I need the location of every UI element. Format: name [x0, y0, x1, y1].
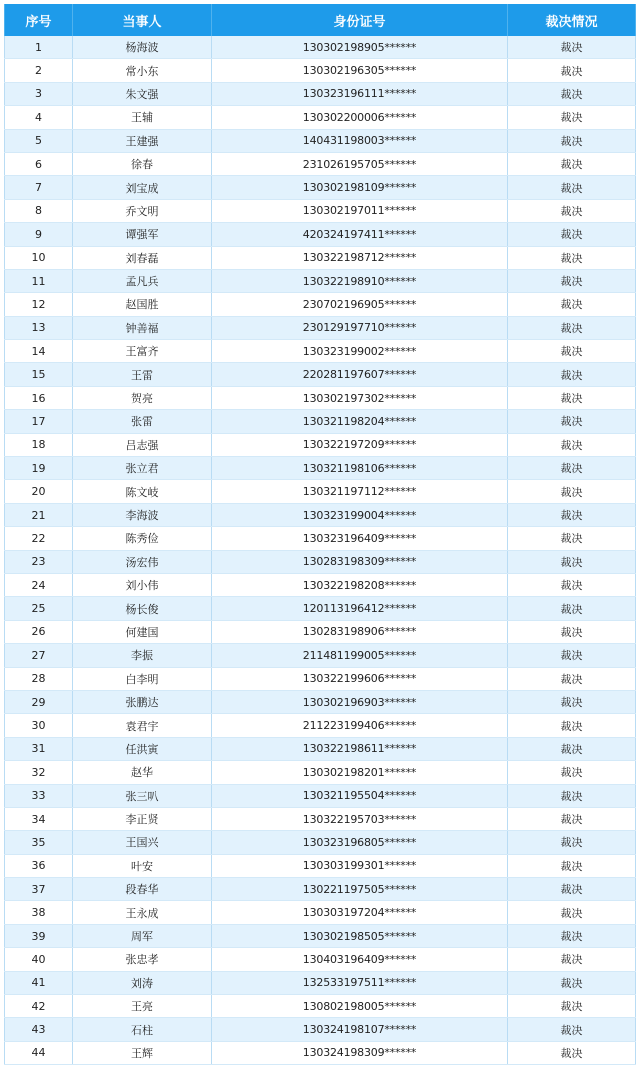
party-name-cell: 乔文明 [73, 199, 212, 222]
ruling-status-cell: 裁决 [508, 199, 636, 222]
id-number-cell: 120113196412****** [212, 597, 508, 620]
table-row [5, 316, 636, 339]
id-number-cell: 130322199606****** [212, 667, 508, 690]
ruling-status-cell: 裁决 [508, 340, 636, 363]
id-number-cell: 130802198005****** [212, 995, 508, 1018]
id-number-cell: 130283198906****** [212, 620, 508, 643]
serial-number-cell: 22 [5, 527, 73, 550]
ruling-status-cell: 裁决 [508, 176, 636, 199]
party-name-cell: 王富齐 [73, 340, 212, 363]
ruling-status-cell: 裁决 [508, 433, 636, 456]
serial-number-cell: 1 [5, 36, 73, 59]
serial-number-cell: 29 [5, 690, 73, 713]
ruling-status-cell: 裁决 [508, 269, 636, 292]
ruling-status-cell: 裁决 [508, 246, 636, 269]
party-name-cell: 何建国 [73, 620, 212, 643]
table-row [5, 644, 636, 667]
ruling-status-cell: 裁决 [508, 667, 636, 690]
id-number-cell: 130321198106****** [212, 457, 508, 480]
party-name-cell: 袁君宇 [73, 714, 212, 737]
id-number-cell: 130321198204****** [212, 410, 508, 433]
table-row [5, 386, 636, 409]
table-row [5, 480, 636, 503]
id-number-cell: 230129197710****** [212, 316, 508, 339]
ruling-table [4, 4, 636, 1065]
serial-number-cell: 21 [5, 503, 73, 526]
party-name-cell: 王永成 [73, 901, 212, 924]
serial-number-cell: 35 [5, 831, 73, 854]
ruling-status-cell: 裁决 [508, 948, 636, 971]
id-number-cell: 130321197112****** [212, 480, 508, 503]
serial-number-cell: 30 [5, 714, 73, 737]
party-name-cell: 白李明 [73, 667, 212, 690]
party-name-cell: 张鹏达 [73, 690, 212, 713]
id-number-cell: 130302200006****** [212, 106, 508, 129]
header-id-number: 身份证号 [212, 4, 508, 36]
serial-number-cell: 41 [5, 971, 73, 994]
serial-number-cell: 23 [5, 550, 73, 573]
party-name-cell: 段春华 [73, 878, 212, 901]
ruling-status-cell: 裁决 [508, 831, 636, 854]
table-row [5, 948, 636, 971]
header-party-name: 当事人 [73, 4, 212, 36]
party-name-cell: 杨长俊 [73, 597, 212, 620]
ruling-status-cell: 裁决 [508, 995, 636, 1018]
id-number-cell: 130283198309****** [212, 550, 508, 573]
serial-number-cell: 20 [5, 480, 73, 503]
ruling-status-cell: 裁决 [508, 386, 636, 409]
party-name-cell: 王国兴 [73, 831, 212, 854]
party-name-cell: 刘宝成 [73, 176, 212, 199]
id-number-cell: 130322198712****** [212, 246, 508, 269]
party-name-cell: 张立君 [73, 457, 212, 480]
id-number-cell: 130322198910****** [212, 269, 508, 292]
serial-number-cell: 34 [5, 807, 73, 830]
serial-number-cell: 40 [5, 948, 73, 971]
serial-number-cell: 33 [5, 784, 73, 807]
table-row [5, 737, 636, 760]
ruling-status-cell: 裁决 [508, 620, 636, 643]
ruling-status-cell: 裁决 [508, 106, 636, 129]
serial-number-cell: 32 [5, 761, 73, 784]
party-name-cell: 刘小伟 [73, 573, 212, 596]
serial-number-cell: 13 [5, 316, 73, 339]
table-row [5, 690, 636, 713]
serial-number-cell: 14 [5, 340, 73, 363]
id-number-cell: 130323196805****** [212, 831, 508, 854]
table-row [5, 269, 636, 292]
table-row [5, 246, 636, 269]
table-row [5, 410, 636, 433]
table-row [5, 807, 636, 830]
id-number-cell: 130302197302****** [212, 386, 508, 409]
ruling-status-cell: 裁决 [508, 573, 636, 596]
ruling-status-cell: 裁决 [508, 690, 636, 713]
table-row [5, 433, 636, 456]
serial-number-cell: 8 [5, 199, 73, 222]
id-number-cell: 132533197511****** [212, 971, 508, 994]
table-row [5, 36, 636, 59]
table-row [5, 878, 636, 901]
table-row [5, 457, 636, 480]
id-number-cell: 211481199005****** [212, 644, 508, 667]
id-number-cell: 211223199406****** [212, 714, 508, 737]
table-row [5, 831, 636, 854]
table-row [5, 714, 636, 737]
party-name-cell: 李正贤 [73, 807, 212, 830]
serial-number-cell: 19 [5, 457, 73, 480]
ruling-status-cell: 裁决 [508, 714, 636, 737]
party-name-cell: 赵国胜 [73, 293, 212, 316]
serial-number-cell: 3 [5, 82, 73, 105]
id-number-cell: 231026195705****** [212, 152, 508, 175]
id-number-cell: 230702196905****** [212, 293, 508, 316]
serial-number-cell: 36 [5, 854, 73, 877]
id-number-cell: 130403196409****** [212, 948, 508, 971]
party-name-cell: 钟善福 [73, 316, 212, 339]
ruling-status-cell: 裁决 [508, 854, 636, 877]
table-row [5, 901, 636, 924]
party-name-cell: 陈秀俭 [73, 527, 212, 550]
ruling-status-cell: 裁决 [508, 878, 636, 901]
party-name-cell: 刘春磊 [73, 246, 212, 269]
table-row [5, 761, 636, 784]
ruling-status-cell: 裁决 [508, 784, 636, 807]
id-number-cell: 130302198505****** [212, 924, 508, 947]
id-number-cell: 130322198611****** [212, 737, 508, 760]
table-row [5, 784, 636, 807]
serial-number-cell: 38 [5, 901, 73, 924]
id-number-cell: 130322197209****** [212, 433, 508, 456]
ruling-status-cell: 裁决 [508, 293, 636, 316]
table-row [5, 620, 636, 643]
ruling-status-cell: 裁决 [508, 807, 636, 830]
party-name-cell: 张忠孝 [73, 948, 212, 971]
ruling-status-cell: 裁决 [508, 410, 636, 433]
header-serial-number: 序号 [5, 4, 73, 36]
id-number-cell: 130323199002****** [212, 340, 508, 363]
table-body [5, 36, 636, 1065]
serial-number-cell: 24 [5, 573, 73, 596]
id-number-cell: 130221197505****** [212, 878, 508, 901]
table-row [5, 293, 636, 316]
ruling-status-cell: 裁决 [508, 597, 636, 620]
serial-number-cell: 39 [5, 924, 73, 947]
ruling-status-cell: 裁决 [508, 59, 636, 82]
party-name-cell: 王建强 [73, 129, 212, 152]
party-name-cell: 叶安 [73, 854, 212, 877]
ruling-status-cell: 裁决 [508, 36, 636, 59]
serial-number-cell: 6 [5, 152, 73, 175]
id-number-cell: 130302198109****** [212, 176, 508, 199]
ruling-status-cell: 裁决 [508, 457, 636, 480]
id-number-cell: 130321195504****** [212, 784, 508, 807]
serial-number-cell: 7 [5, 176, 73, 199]
ruling-status-cell: 裁决 [508, 480, 636, 503]
table-row [5, 667, 636, 690]
id-number-cell: 420324197411****** [212, 223, 508, 246]
id-number-cell: 130303197204****** [212, 901, 508, 924]
table-row [5, 924, 636, 947]
table-row [5, 503, 636, 526]
table-row [5, 106, 636, 129]
ruling-status-cell: 裁决 [508, 971, 636, 994]
id-number-cell: 130323196111****** [212, 82, 508, 105]
party-name-cell: 王辅 [73, 106, 212, 129]
party-name-cell: 徐春 [73, 152, 212, 175]
ruling-status-cell: 裁决 [508, 152, 636, 175]
serial-number-cell: 31 [5, 737, 73, 760]
id-number-cell: 130302196305****** [212, 59, 508, 82]
ruling-status-cell: 裁决 [508, 761, 636, 784]
party-name-cell: 李振 [73, 644, 212, 667]
party-name-cell: 吕志强 [73, 433, 212, 456]
party-name-cell: 张雷 [73, 410, 212, 433]
ruling-status-cell: 裁决 [508, 737, 636, 760]
table-row [5, 573, 636, 596]
serial-number-cell: 9 [5, 223, 73, 246]
table-row [5, 199, 636, 222]
serial-number-cell: 18 [5, 433, 73, 456]
serial-number-cell: 4 [5, 106, 73, 129]
table-row [5, 971, 636, 994]
party-name-cell: 常小东 [73, 59, 212, 82]
table-row [5, 527, 636, 550]
table-row [5, 995, 636, 1018]
serial-number-cell: 5 [5, 129, 73, 152]
table-row [5, 1041, 636, 1064]
party-name-cell: 孟凡兵 [73, 269, 212, 292]
serial-number-cell: 28 [5, 667, 73, 690]
party-name-cell: 贺亮 [73, 386, 212, 409]
id-number-cell: 220281197607****** [212, 363, 508, 386]
table-row [5, 854, 636, 877]
id-number-cell: 130324198107****** [212, 1018, 508, 1041]
table-header [5, 4, 636, 36]
id-number-cell: 130323196409****** [212, 527, 508, 550]
ruling-status-cell: 裁决 [508, 550, 636, 573]
party-name-cell: 王雷 [73, 363, 212, 386]
serial-number-cell: 26 [5, 620, 73, 643]
serial-number-cell: 25 [5, 597, 73, 620]
party-name-cell: 刘涛 [73, 971, 212, 994]
party-name-cell: 李海波 [73, 503, 212, 526]
party-name-cell: 杨海波 [73, 36, 212, 59]
ruling-status-cell: 裁决 [508, 527, 636, 550]
serial-number-cell: 37 [5, 878, 73, 901]
party-name-cell: 王辉 [73, 1041, 212, 1064]
id-number-cell: 130322198208****** [212, 573, 508, 596]
serial-number-cell: 2 [5, 59, 73, 82]
ruling-table-container [4, 4, 635, 1065]
party-name-cell: 陈文岐 [73, 480, 212, 503]
party-name-cell: 周军 [73, 924, 212, 947]
id-number-cell: 140431198003****** [212, 129, 508, 152]
table-row [5, 1018, 636, 1041]
ruling-status-cell: 裁决 [508, 503, 636, 526]
ruling-status-cell: 裁决 [508, 1041, 636, 1064]
header-row [5, 4, 636, 36]
ruling-status-cell: 裁决 [508, 644, 636, 667]
serial-number-cell: 15 [5, 363, 73, 386]
serial-number-cell: 44 [5, 1041, 73, 1064]
serial-number-cell: 27 [5, 644, 73, 667]
ruling-status-cell: 裁决 [508, 129, 636, 152]
party-name-cell: 张三叭 [73, 784, 212, 807]
id-number-cell: 130302196903****** [212, 690, 508, 713]
party-name-cell: 石柱 [73, 1018, 212, 1041]
table-row [5, 129, 636, 152]
id-number-cell: 130322195703****** [212, 807, 508, 830]
serial-number-cell: 17 [5, 410, 73, 433]
party-name-cell: 任洪寅 [73, 737, 212, 760]
party-name-cell: 谭强军 [73, 223, 212, 246]
header-ruling-status: 裁决情况 [508, 4, 636, 36]
serial-number-cell: 12 [5, 293, 73, 316]
id-number-cell: 130302198905****** [212, 36, 508, 59]
ruling-status-cell: 裁决 [508, 82, 636, 105]
serial-number-cell: 16 [5, 386, 73, 409]
ruling-status-cell: 裁决 [508, 316, 636, 339]
table-row [5, 597, 636, 620]
id-number-cell: 130302197011****** [212, 199, 508, 222]
party-name-cell: 朱文强 [73, 82, 212, 105]
table-row [5, 550, 636, 573]
table-row [5, 176, 636, 199]
ruling-status-cell: 裁决 [508, 363, 636, 386]
id-number-cell: 130324198309****** [212, 1041, 508, 1064]
ruling-status-cell: 裁决 [508, 924, 636, 947]
ruling-status-cell: 裁决 [508, 901, 636, 924]
table-row [5, 363, 636, 386]
party-name-cell: 汤宏伟 [73, 550, 212, 573]
id-number-cell: 130303199301****** [212, 854, 508, 877]
party-name-cell: 王亮 [73, 995, 212, 1018]
table-row [5, 223, 636, 246]
id-number-cell: 130323199004****** [212, 503, 508, 526]
table-row [5, 340, 636, 363]
party-name-cell: 赵华 [73, 761, 212, 784]
serial-number-cell: 42 [5, 995, 73, 1018]
serial-number-cell: 43 [5, 1018, 73, 1041]
table-row [5, 82, 636, 105]
ruling-status-cell: 裁决 [508, 223, 636, 246]
ruling-status-cell: 裁决 [508, 1018, 636, 1041]
serial-number-cell: 11 [5, 269, 73, 292]
id-number-cell: 130302198201****** [212, 761, 508, 784]
serial-number-cell: 10 [5, 246, 73, 269]
table-row [5, 152, 636, 175]
table-row [5, 59, 636, 82]
